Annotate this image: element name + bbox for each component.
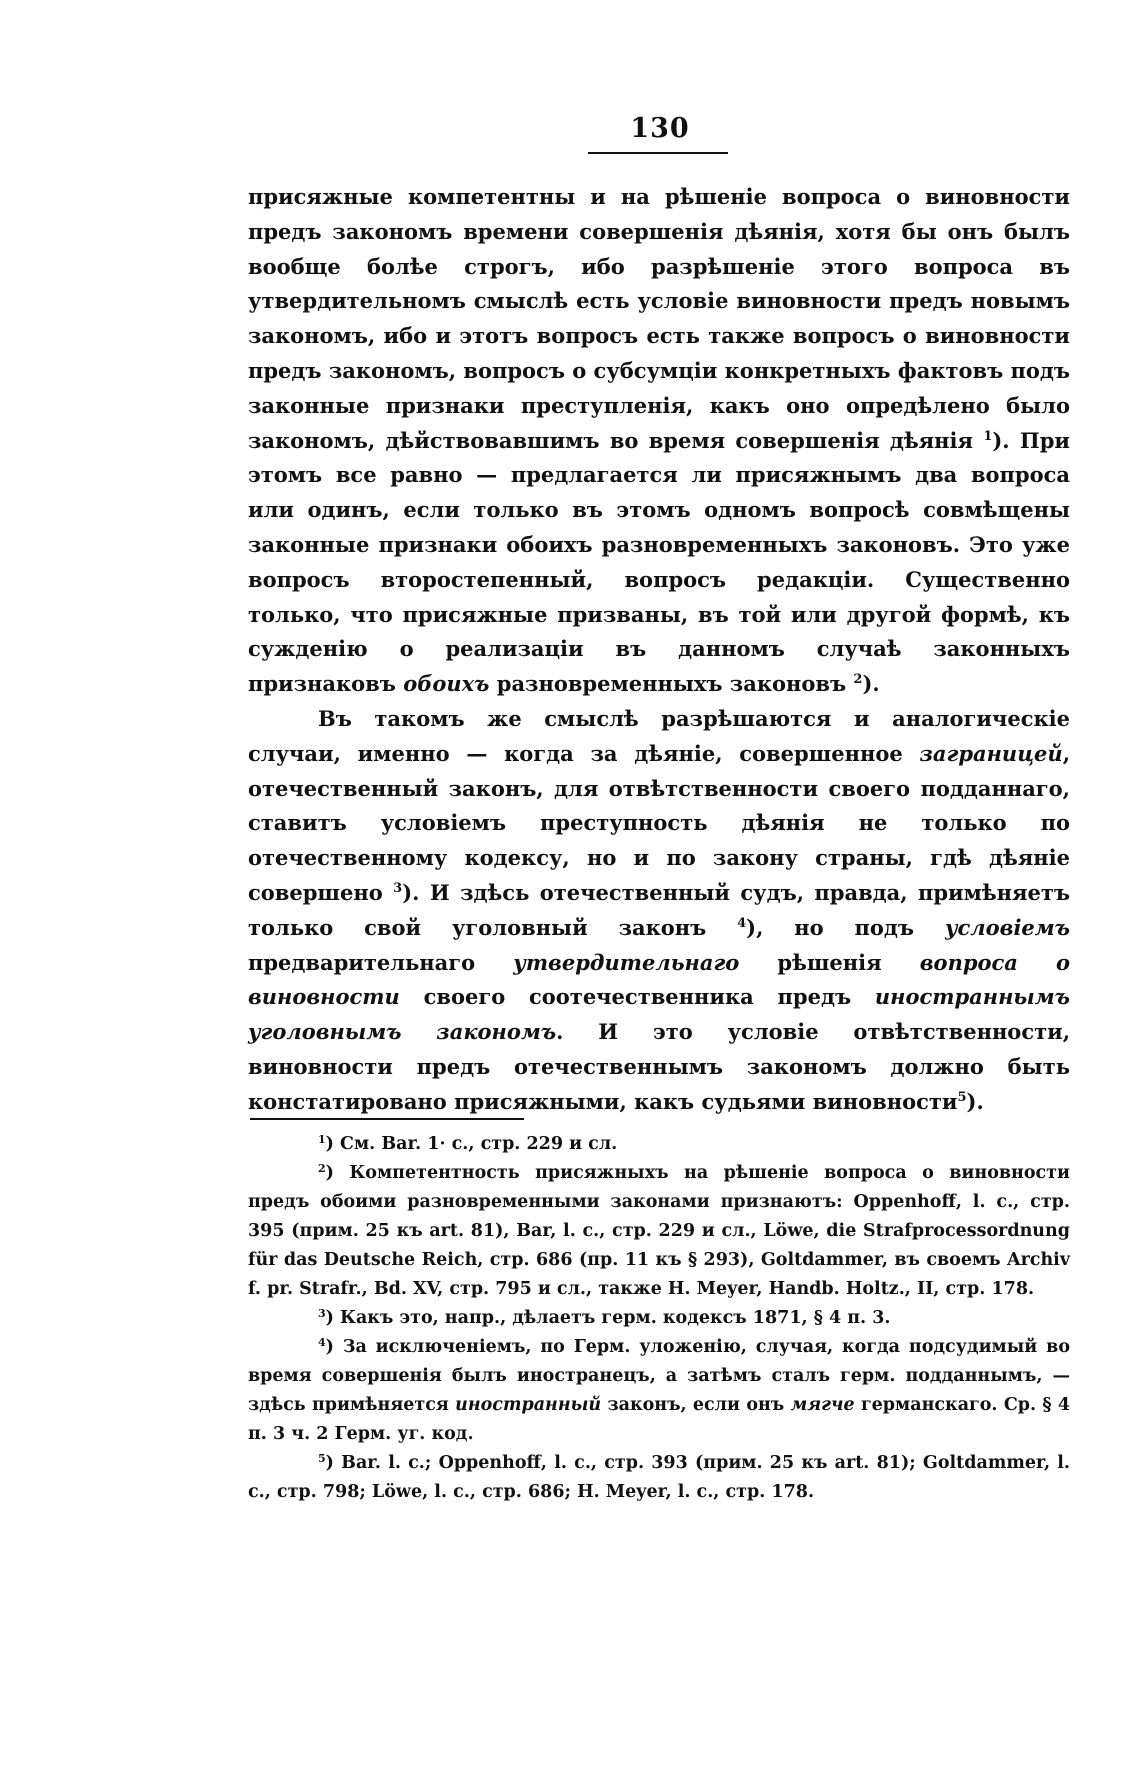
emphasis: заграницей [919, 740, 1063, 766]
footnote-text: ) Bar. l. c.; Oppenhoff, l. c., стр. 393 (прим. 25 къ art. 81); Goltdammer, l. c., стр. 798; Löwe, l. c., стр. 686; H. Meyer, l. c., стр. 178. [248, 1453, 1070, 1502]
text-run: ). При этомъ все равно — предлагается ли присяжнымъ два вопроса или одинъ, если только въ этомъ одномъ вопросѣ совмѣщены законные признаки обоихъ разновременныхъ законовъ. Это уже вопросъ второстепенный, вопросъ редакціи. Существенно только, что присяжные призваны, въ той или другой формѣ, къ сужденію о реализаціи въ данномъ случаѣ законныхъ признаковъ [248, 427, 1070, 697]
footnote-text: ) См. Bar. 1· с., стр. 229 и сл. [325, 1134, 618, 1154]
footnote-5 [248, 1449, 1070, 1507]
paragraph-1 [248, 180, 1070, 702]
page-number: 130 [630, 113, 690, 144]
emphasis: иностранный [455, 1395, 602, 1415]
footnote-2 [248, 1159, 1070, 1304]
text-run: , отечественный законъ, для отвѣтственности своего подданнаго, ставитъ условіемъ преступность дѣянія не только по отечественному кодексу, но и по закону страны, гдѣ дѣяніе совершено [248, 740, 1070, 905]
emphasis: условіемъ [944, 914, 1071, 940]
footnote-ref-1: 1 [983, 428, 993, 444]
paragraph-2 [248, 702, 1070, 1120]
text-run: Въ такомъ же смыслѣ разрѣшаются и аналогическіе случаи, именно — когда за дѣяніе, совершенное [248, 705, 1070, 766]
emphasis: вопроса о виновности [248, 949, 1071, 1010]
emphasis: мягче [790, 1395, 855, 1415]
emphasis: утвердительнаго [513, 949, 740, 975]
page-number-rule [588, 152, 728, 154]
footnotes [248, 1130, 1070, 1507]
text-run: предварительнаго [248, 949, 476, 975]
text-run: своего соотечественника предъ [423, 984, 852, 1010]
text-run: ), но подъ [746, 914, 915, 940]
text-run: присяжные компетентны и на рѣшеніе вопроса о виновности предъ закономъ времени совершенія дѣянія, хотя бы онъ былъ вообще болѣе строгъ, ибо разрѣшеніе этого вопроса въ утвердительномъ смыслѣ есть условіе виновности предъ новымъ закономъ, ибо и этотъ вопросъ есть также вопросъ о виновности предъ закономъ, вопросъ о субсумціи конкретныхъ фактовъ подъ законные признаки преступленія, какъ оно опредѣлено было закономъ, дѣйствовавшимъ во время совершенія дѣянія [248, 184, 1070, 453]
footnote-text: германскаго. Ср. § 4 п. 3 ч. 2 Герм. уг. код. [248, 1395, 1071, 1444]
text-run: разновременныхъ законовъ [496, 671, 847, 697]
text-run: ). [966, 1088, 984, 1114]
footnote-4 [248, 1333, 1070, 1449]
emphasis: обоихъ [403, 671, 490, 697]
text-run: рѣшенія [777, 949, 882, 975]
text-run: . И это условіе отвѣтственности, виновности предъ отечественнымъ закономъ должно быть констатировано присяжными, какъ судьями виновности [248, 1019, 1071, 1114]
footnote-mark: 2 [318, 1162, 326, 1175]
footnote-text: законъ, если онъ [607, 1395, 785, 1415]
footnote-1 [248, 1130, 1070, 1159]
footnote-mark: 3 [318, 1307, 326, 1320]
footnote-text: ) За исключеніемъ, по Герм. уложенію, случая, когда подсудимый во время совершенія былъ иностранецъ, а затѣмъ сталъ герм. подданнымъ, — здѣсь примѣняется [248, 1337, 1070, 1415]
text-run: ). И здѣсь отечественный судъ, правда, примѣняетъ только свой уголовный законъ [248, 879, 1071, 940]
footnote-3 [248, 1304, 1070, 1333]
main-text [248, 180, 1070, 1120]
footnote-mark: 1 [318, 1133, 326, 1146]
footnote-ref-5: 5 [957, 1089, 967, 1105]
footnote-mark: 4 [318, 1336, 326, 1349]
footnote-ref-4: 4 [737, 915, 747, 931]
footnote-text: ) Какъ это, напр., дѣлаетъ герм. кодексъ 1871, § 4 п. 3. [325, 1308, 891, 1328]
footnote-mark: 5 [318, 1452, 326, 1465]
footnote-separator [250, 1118, 524, 1120]
text-run: ). [862, 671, 880, 697]
footnote-text: ) Компетентность присяжныхъ на рѣшеніе вопроса о виновности предъ обоими разновременными законами признаютъ: Oppenhoff, l. c., стр. 395 (прим. 25 къ art. 81), Bar, l. c., стр. 229 и сл., Löwe, die Strafprocessordnung für das Deutsche Reich, стр. 686 (пр. 11 къ § 293), Goltdammer, въ своемъ Archiv f. pr. Strafr., Bd. XV, стр. 795 и сл., также H. Meyer, Handb. Holtz., II, стр. 178. [248, 1163, 1070, 1299]
footnote-ref-2: 2 [853, 672, 863, 688]
footnote-ref-3: 3 [393, 880, 403, 896]
emphasis: иностраннымъ уголовнымъ закономъ [248, 984, 1071, 1045]
